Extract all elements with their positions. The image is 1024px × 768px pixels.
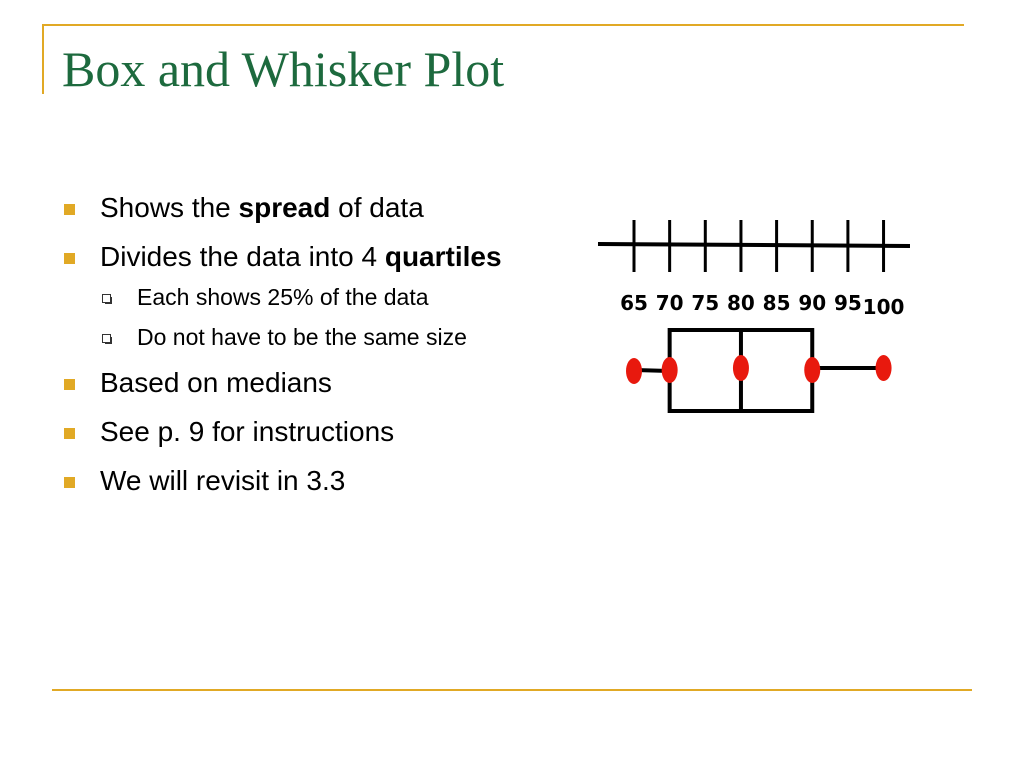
tick-label-75: 75 [691,291,720,315]
bullet-quartiles-bold: quartiles [384,241,502,272]
bullet-quartiles [62,237,582,354]
sub-bullet-list [100,280,582,354]
tick-label-65: 65 [620,291,648,315]
sub-bullet-same-size: Do not have to be the same size [100,320,582,354]
bullet-revisit: We will revisit in 3.3 [62,461,582,501]
bullet-spread-post: of data [330,192,424,223]
tick-labels [620,291,904,319]
max-point [876,355,892,381]
bullet-spread [62,188,582,228]
slide-title: Box and Whisker Plot [62,41,505,97]
bottom-border-line [52,689,972,691]
tick-label-85: 85 [762,291,791,315]
tick-label-95: 95 [833,291,862,315]
sub-bullet-25-percent: Each shows 25% of the data [100,280,582,314]
top-border-line [42,24,964,26]
q1-point [662,357,678,383]
bullet-medians: Based on medians [62,363,582,403]
tick-label-80: 80 [727,291,755,315]
tick-label-100: 100 [862,295,905,319]
bullet-instructions: See p. 9 for instructions [62,412,582,452]
bullet-quartiles-pre: Divides the data into 4 [100,241,385,272]
bullet-spread-pre: Shows the [100,192,239,223]
tick-label-90: 90 [798,291,827,315]
bullet-spread-bold: spread [238,192,331,223]
bullet-list [62,188,582,510]
tick-label-70: 70 [655,291,684,315]
left-border-line [42,24,44,94]
q3-point [804,357,820,383]
box-whisker-plot [596,210,916,420]
median-point [733,355,749,381]
number-line [598,244,910,246]
min-point [626,358,642,384]
